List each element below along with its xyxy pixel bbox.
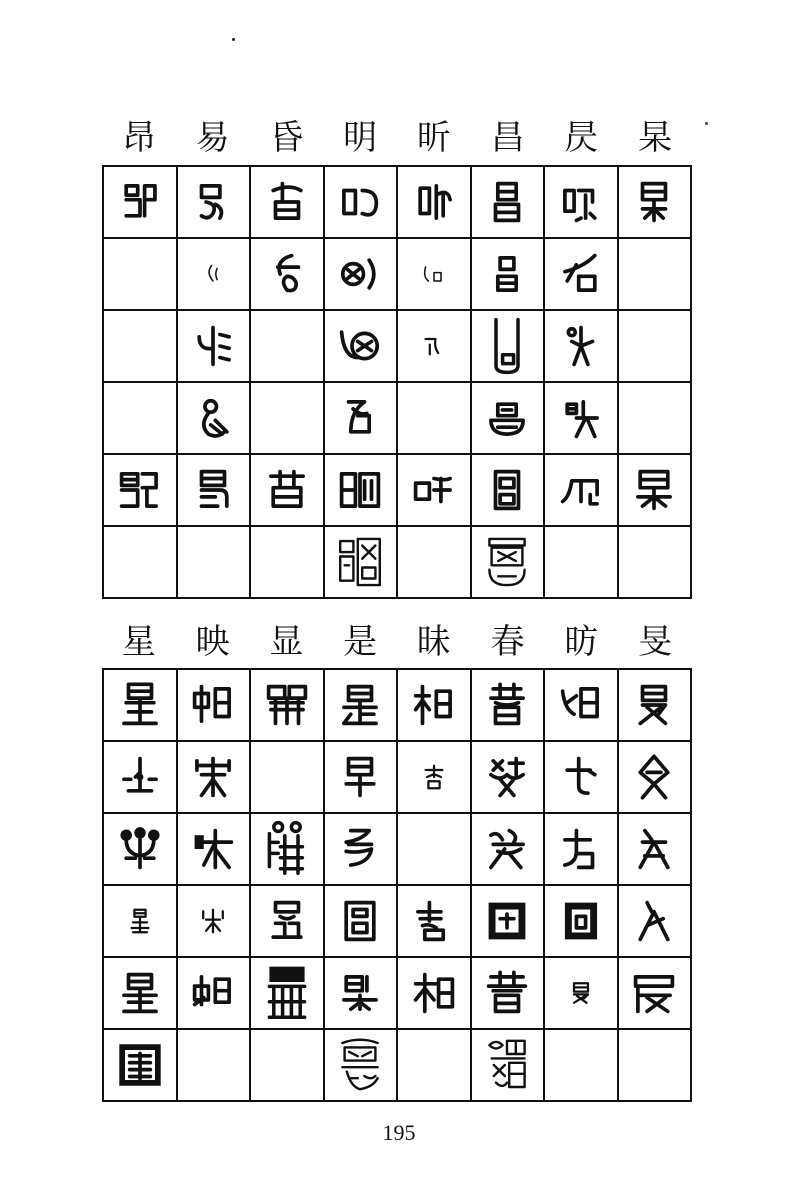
glyph-cell: [544, 238, 618, 310]
glyph-cell: [544, 454, 618, 526]
seal-glyph: [485, 317, 529, 375]
seal-glyph: [337, 395, 383, 441]
glyph-cell: [103, 382, 177, 454]
glyph-cell: [397, 238, 471, 310]
seal-glyph: [631, 682, 677, 728]
seal-glyph: [264, 179, 310, 225]
seal-glyph: [631, 898, 677, 944]
glyph-cell: [397, 957, 471, 1029]
table-row: [103, 310, 691, 382]
glyph-cell: [177, 238, 251, 310]
glyph-cell: [397, 885, 471, 957]
seal-glyph: [117, 179, 163, 225]
seal-glyph: [567, 979, 595, 1007]
scan-mark: [705, 122, 708, 125]
glyph-cell: [250, 957, 324, 1029]
seal-glyph: [265, 820, 309, 878]
seal-glyph: [484, 395, 530, 441]
glyph-cell: [618, 813, 692, 885]
glyph-cell: [177, 526, 251, 598]
glyph-cell: [397, 813, 471, 885]
glyph-cell: [250, 1029, 324, 1101]
header-char: 昃: [564, 118, 599, 158]
glyph-cell: [471, 382, 545, 454]
glyph-cell: [177, 957, 251, 1029]
glyph-cell: [618, 957, 692, 1029]
glyph-cell: [250, 813, 324, 885]
seal-glyph: [484, 898, 530, 944]
glyph-cell: [471, 813, 545, 885]
glyph-cell: [103, 1029, 177, 1101]
glyph-cell: [103, 526, 177, 598]
seal-glyph: [484, 682, 530, 728]
table-row: [103, 526, 691, 598]
header-char: 昌: [490, 118, 525, 158]
table-row: [103, 669, 691, 741]
section-2-glyph-table: [102, 668, 692, 1102]
seal-glyph: [631, 467, 677, 513]
seal-glyph: [264, 898, 310, 944]
seal-glyph: [337, 323, 383, 369]
header-char: 昧: [416, 622, 451, 662]
scan-speck: [232, 38, 235, 41]
seal-glyph: [558, 323, 604, 369]
seal-glyph: [484, 467, 530, 513]
glyph-cell: [177, 813, 251, 885]
seal-glyph: [337, 682, 383, 728]
glyph-cell: [471, 166, 545, 238]
header-char: 昕: [416, 118, 451, 158]
section-2-header-row: [102, 622, 692, 662]
seal-glyph: [411, 467, 457, 513]
glyph-cell: [324, 526, 398, 598]
page-number: 195: [382, 1120, 416, 1145]
seal-glyph: [190, 395, 236, 441]
glyph-cell: [544, 1029, 618, 1101]
seal-glyph: [117, 970, 163, 1016]
seal-glyph: [631, 826, 677, 872]
seal-glyph: [337, 754, 383, 800]
glyph-cell: [471, 310, 545, 382]
glyph-cell: [397, 526, 471, 598]
seal-glyph: [420, 332, 448, 360]
glyph-cell: [324, 454, 398, 526]
glyph-cell: [324, 813, 398, 885]
seal-glyph: [411, 179, 457, 225]
seal-glyph: [337, 467, 383, 513]
seal-glyph: [484, 179, 530, 225]
glyph-cell: [397, 454, 471, 526]
glyph-cell: [177, 885, 251, 957]
glyph-cell: [618, 1029, 692, 1101]
glyph-cell: [250, 166, 324, 238]
seal-glyph: [631, 179, 677, 225]
seal-glyph: [420, 763, 448, 791]
glyph-cell: [324, 382, 398, 454]
glyph-cell: [103, 741, 177, 813]
glyph-cell: [544, 885, 618, 957]
glyph-cell: [103, 310, 177, 382]
seal-glyph: [411, 970, 457, 1016]
glyph-cell: [103, 813, 177, 885]
seal-glyph: [337, 251, 383, 297]
glyph-cell: [177, 669, 251, 741]
glyph-cell: [471, 741, 545, 813]
glyph-cell: [103, 885, 177, 957]
table-row: [103, 957, 691, 1029]
header-char: 杲: [638, 118, 673, 158]
glyph-cell: [177, 1029, 251, 1101]
seal-glyph: [337, 898, 383, 944]
glyph-cell: [324, 669, 398, 741]
seal-glyph: [190, 179, 236, 225]
glyph-cell: [324, 310, 398, 382]
glyph-cell: [324, 166, 398, 238]
glyph-cell: [618, 238, 692, 310]
header-char: 是: [343, 622, 378, 662]
seal-glyph: [338, 533, 382, 591]
glyph-cell: [471, 885, 545, 957]
glyph-cell: [618, 310, 692, 382]
table-row: [103, 741, 691, 813]
glyph-cell: [544, 957, 618, 1029]
glyph-cell: [618, 741, 692, 813]
seal-glyph: [558, 826, 604, 872]
seal-glyph: [558, 467, 604, 513]
seal-glyph: [558, 179, 604, 225]
glyph-cell: [250, 526, 324, 598]
table-row: [103, 166, 691, 238]
header-char: 明: [343, 118, 378, 158]
section-1-glyph-table: [102, 165, 692, 599]
glyph-cell: [544, 669, 618, 741]
seal-glyph: [558, 395, 604, 441]
seal-glyph: [117, 1042, 163, 1088]
seal-glyph: [117, 754, 163, 800]
glyph-cell: [324, 1029, 398, 1101]
glyph-cell: [397, 382, 471, 454]
header-char: 旻: [638, 622, 673, 662]
seal-glyph: [190, 826, 236, 872]
glyph-cell: [544, 813, 618, 885]
glyph-cell: [250, 454, 324, 526]
glyph-cell: [324, 957, 398, 1029]
section-1-header-row: [102, 118, 692, 158]
glyph-cell: [250, 669, 324, 741]
seal-glyph: [190, 682, 236, 728]
glyph-cell: [618, 382, 692, 454]
table-row: [103, 1029, 691, 1101]
header-char: 易: [195, 118, 230, 158]
glyph-cell: [544, 166, 618, 238]
seal-glyph: [484, 754, 530, 800]
header-char: 昏: [269, 118, 304, 158]
glyph-cell: [471, 526, 545, 598]
seal-glyph: [558, 898, 604, 944]
seal-glyph: [199, 260, 227, 288]
header-char: 春: [490, 622, 525, 662]
glyph-cell: [544, 741, 618, 813]
seal-glyph: [558, 251, 604, 297]
glyph-cell: [250, 741, 324, 813]
seal-glyph: [265, 964, 309, 1022]
header-char: 显: [269, 622, 304, 662]
glyph-cell: [471, 957, 545, 1029]
glyph-cell: [618, 669, 692, 741]
seal-glyph: [337, 179, 383, 225]
seal-glyph: [484, 970, 530, 1016]
table-row: [103, 238, 691, 310]
glyph-cell: [471, 669, 545, 741]
seal-glyph: [190, 970, 236, 1016]
glyph-cell: [103, 957, 177, 1029]
glyph-cell: [618, 885, 692, 957]
glyph-cell: [397, 166, 471, 238]
seal-glyph: [485, 1036, 529, 1094]
glyph-cell: [177, 310, 251, 382]
seal-glyph: [484, 826, 530, 872]
glyph-cell: [103, 238, 177, 310]
seal-glyph: [190, 754, 236, 800]
seal-glyph: [337, 826, 383, 872]
seal-glyph: [484, 251, 530, 297]
glyph-cell: [471, 238, 545, 310]
seal-glyph: [117, 826, 163, 872]
seal-glyph: [411, 682, 457, 728]
table-row: [103, 885, 691, 957]
seal-glyph: [411, 898, 457, 944]
glyph-cell: [471, 454, 545, 526]
seal-glyph: [117, 682, 163, 728]
glyph-cell: [397, 310, 471, 382]
seal-glyph: [558, 754, 604, 800]
glyph-cell: [618, 166, 692, 238]
header-char: 昉: [564, 622, 599, 662]
glyph-cell: [103, 669, 177, 741]
glyph-cell: [177, 741, 251, 813]
glyph-cell: [618, 526, 692, 598]
seal-glyph: [190, 467, 236, 513]
glyph-cell: [471, 1029, 545, 1101]
seal-glyph: [558, 682, 604, 728]
glyph-cell: [397, 741, 471, 813]
glyph-cell: [177, 166, 251, 238]
glyph-cell: [544, 526, 618, 598]
glyph-cell: [103, 454, 177, 526]
seal-glyph: [485, 533, 529, 591]
glyph-cell: [618, 454, 692, 526]
seal-glyph: [337, 970, 383, 1016]
seal-glyph: [631, 754, 677, 800]
glyph-cell: [177, 454, 251, 526]
glyph-cell: [250, 238, 324, 310]
glyph-cell: [324, 741, 398, 813]
seal-glyph: [264, 467, 310, 513]
glyph-cell: [250, 885, 324, 957]
header-char: 映: [195, 622, 230, 662]
table-row: [103, 382, 691, 454]
seal-glyph: [420, 260, 448, 288]
glyph-cell: [177, 382, 251, 454]
glyph-cell: [103, 166, 177, 238]
glyph-cell: [324, 885, 398, 957]
glyph-cell: [324, 238, 398, 310]
seal-glyph: [117, 467, 163, 513]
seal-glyph: [199, 907, 227, 935]
glyph-cell: [250, 310, 324, 382]
seal-glyph: [126, 907, 154, 935]
seal-glyph: [338, 1036, 382, 1094]
seal-glyph: [190, 323, 236, 369]
glyph-cell: [250, 382, 324, 454]
glyph-cell: [397, 1029, 471, 1101]
glyph-cell: [397, 669, 471, 741]
seal-glyph: [631, 970, 677, 1016]
table-row: [103, 454, 691, 526]
seal-glyph: [264, 682, 310, 728]
seal-glyph: [264, 251, 310, 297]
header-char: 星: [121, 622, 156, 662]
header-char: 昂: [121, 118, 156, 158]
table-row: [103, 813, 691, 885]
glyph-cell: [544, 310, 618, 382]
glyph-cell: [544, 382, 618, 454]
